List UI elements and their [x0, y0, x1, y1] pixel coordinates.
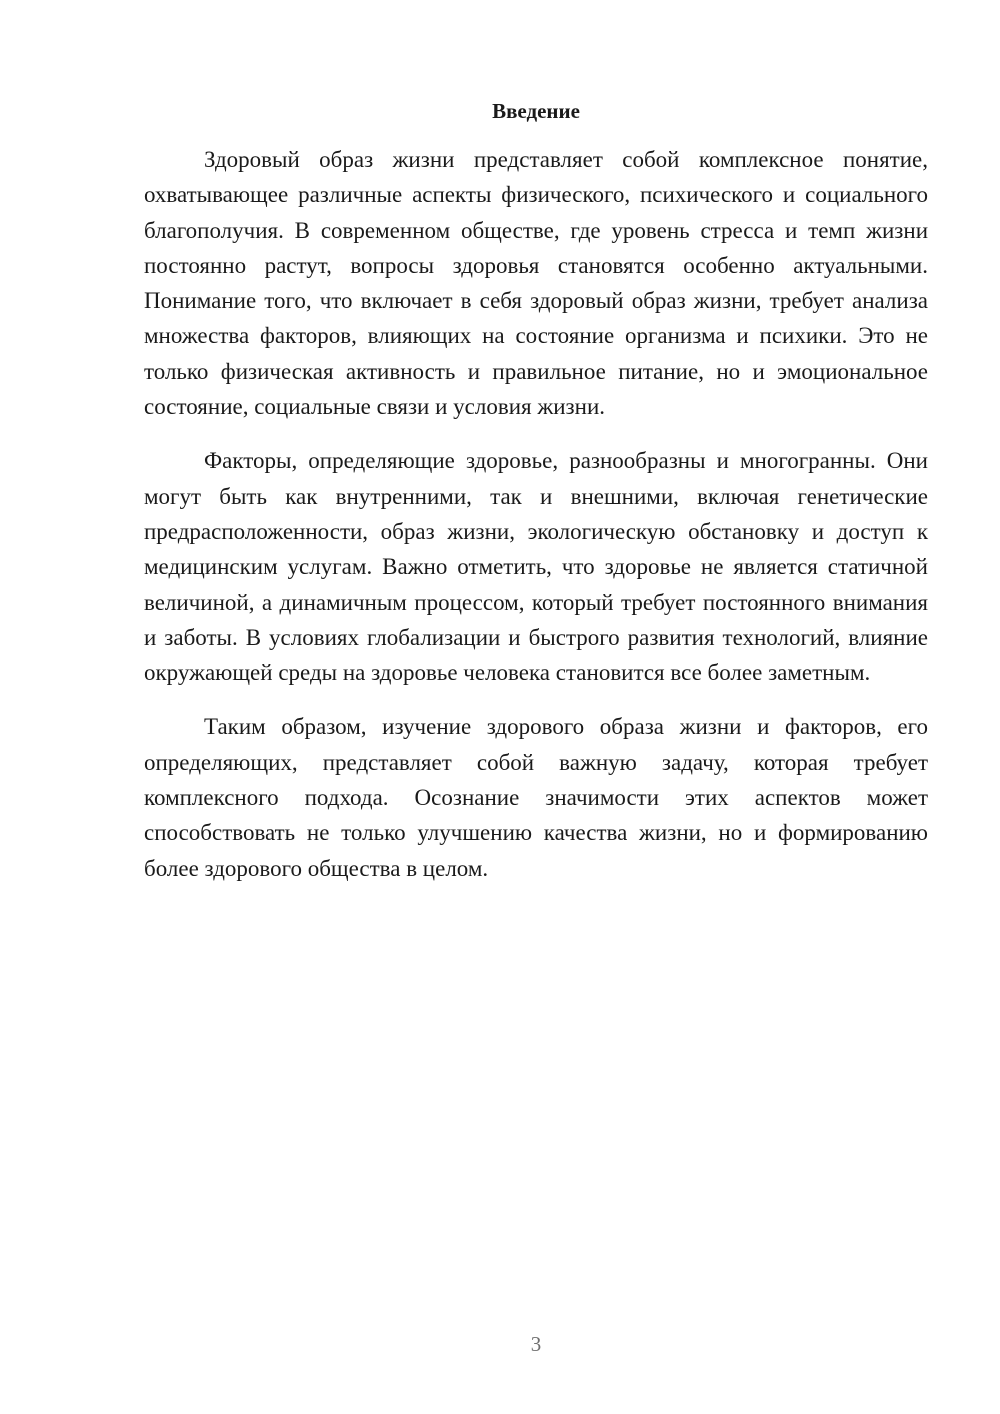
page-title: Введение	[492, 99, 580, 123]
body-text	[144, 142, 928, 905]
paragraph-3: Таким образом, изучение здорового образа жизни и факторов, его определяющих, представляет собой важную задачу, которая требует комплексного подхода. Осознание значимости этих аспектов может способствовать не только улучшению качества жизни, но и формированию более здорового общества в целом.	[144, 714, 928, 881]
paragraph-1: Здоровый образ жизни представляет собой комплексное понятие, охватывающее различные аспекты физического, психического и социального благополучия. В современном обществе, где уровень стресса и темп жизни постоянно растут, вопросы здоровья становятся особенно актуальными. Понимание того, что включает в себя здоровый образ жизни, требует анализа множества факторов, влияющих на состояние организма и психики. Это не только физическая активность и правильное питание, но и эмоциональное состояние, социальные связи и условия жизни.	[144, 147, 928, 420]
paragraph-2: Факторы, определяющие здоровье, разнообразны и многогранны. Они могут быть как внутренними, так и внешними, включая генетические предрасположенности, образ жизни, экологическую обстановку и доступ к медицинским услугам. Важно отметить, что здоровье не является статичной величиной, а динамичным процессом, который требует постоянного внимания и заботы. В условиях глобализации и быстрого развития технологий, влияние окружающей среды на здоровье человека становится все более заметным.	[144, 448, 928, 686]
page-number: 3	[530, 1332, 542, 1356]
